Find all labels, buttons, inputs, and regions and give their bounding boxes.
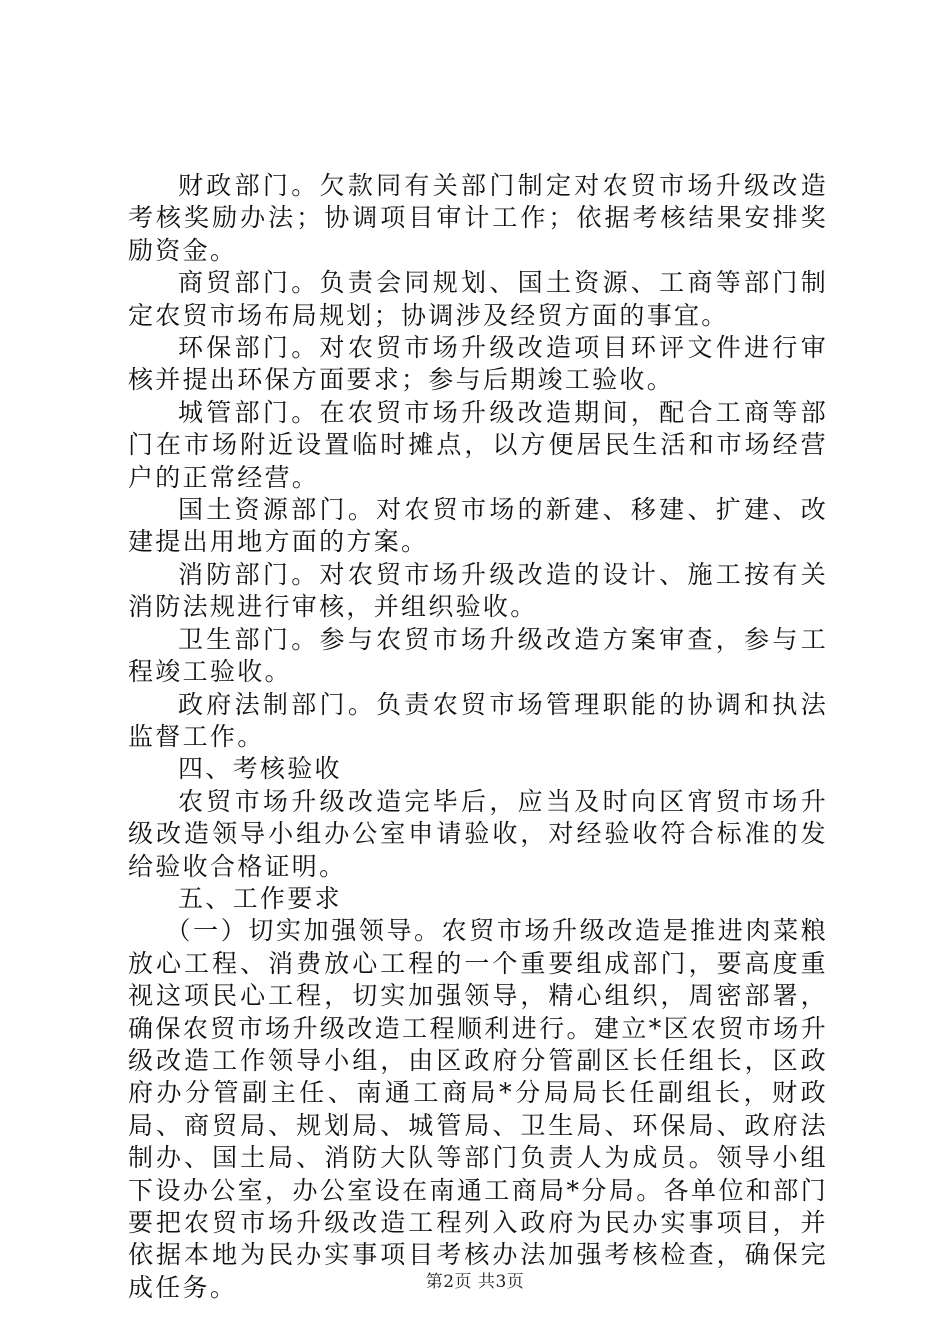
paragraph-environment-dept: 环保部门。对农贸市场升级改造项目环评文件进行审核并提出环保方面要求；参与后期竣工验收。 <box>128 333 828 395</box>
paragraph-health-dept: 卫生部门。参与农贸市场升级改造方案审查，参与工程竣工验收。 <box>128 624 828 687</box>
paragraph-legal-dept: 政府法制部门。负责农贸市场管理职能的协调和执法监督工作。 <box>128 689 828 751</box>
paragraph-assessment: 农贸市场升级改造完毕后，应当及时向区宵贸市场升级改造领导小组办公室申请验收，对经验收符合标准的发给验收合格证明。 <box>128 786 828 881</box>
section-heading-assessment: 四、考核验收 <box>178 754 342 784</box>
paragraph-leadership: （一）切实加强领导。农贸市场升级改造是推进肉菜粮放心工程、消费放心工程的一个重要组成部门，要高度重视这项民心工程，切实加强领导，精心组织，周密部署，确保农贸市场升级改造工程顺利进行。建立*区农贸市场升级改造工作领导小组，由区政府分管副区长任组长，区政府办分管副主任、南通工商局*分局局长任副组长，财政局、商贸局、规划局、城管局、卫生局、环保局、政府法制办、国土局、消防大队等部门负责人为成员。领导小组下设办公室，办公室设在南通工商局*分局。各单位和部门要把农贸市场升级改造工程列入政府为民办实事项目，并依据本地为民办实事项目考核办法加强考核检查，确保完成任务。 <box>128 916 828 1302</box>
paragraph-land-resources-dept: 国土资源部门。对农贸市场的新建、移建、扩建、改建提出用地方面的方案。 <box>128 495 828 557</box>
paragraph-fire-dept: 消防部门。对农贸市场升级改造的设计、施工按有关消防法规进行审核，并组织验收。 <box>128 559 828 622</box>
paragraph-urban-management-dept: 城管部门。在农贸市场升级改造期间，配合工商等部门在市场附近设置临时摊点，以方便居民生活和市场经营户的正常经营。 <box>128 397 828 492</box>
paragraph-finance-dept: 财政部门。欠款同有关部门制定对农贸市场升级改造考核奖励办法；协调项目审计工作；依据考核结果安排奖励资金。 <box>128 171 828 265</box>
page-number-footer: 第2页 共3页 <box>425 1272 525 1292</box>
section-heading-requirements: 五、工作要求 <box>178 883 342 913</box>
paragraph-commerce-dept: 商贸部门。负责会同规划、国土资源、工商等部门制定农贸市场布局规划；协调涉及经贸方面的事宜。 <box>128 268 828 330</box>
document-body <box>128 170 828 1304</box>
